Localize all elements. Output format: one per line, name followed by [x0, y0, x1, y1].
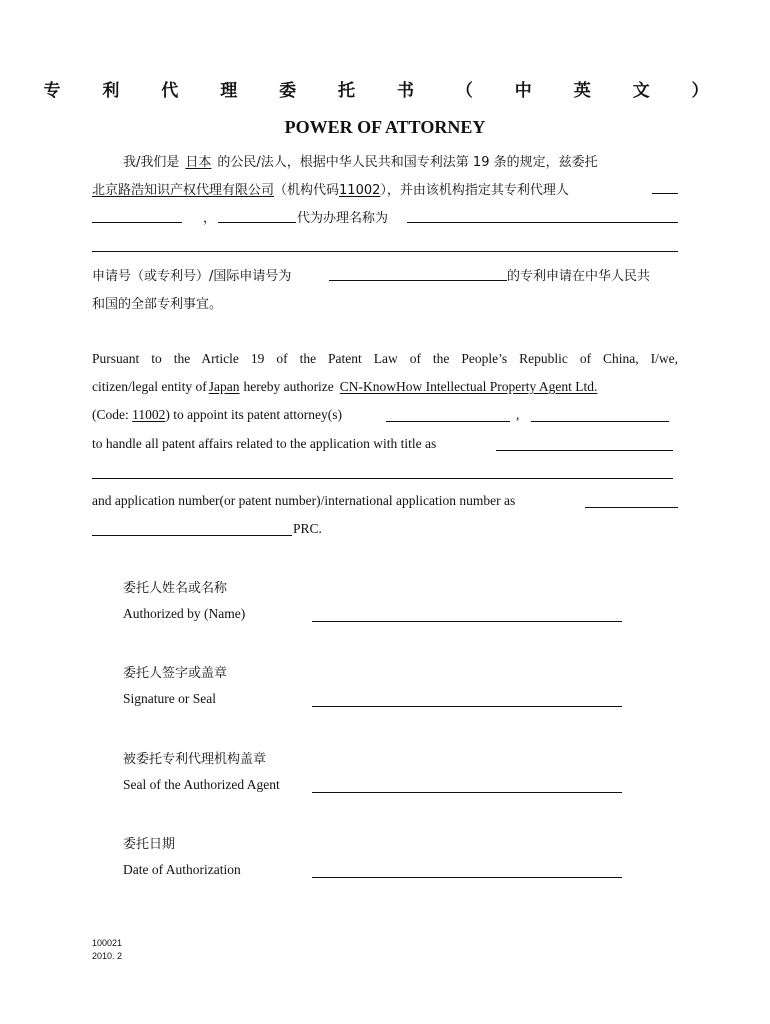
cn-title-blank-2[interactable]	[92, 251, 678, 252]
en-attorney-blank-1[interactable]	[386, 421, 510, 422]
footer-code: 100021	[92, 938, 123, 948]
cn-agency-code: 11002	[339, 183, 381, 198]
cn-attorney-blank-3[interactable]	[218, 222, 296, 223]
field-seal-cn: 被委托专利代理机构盖章	[123, 752, 267, 767]
page-title-cn: 专 利 代 理 委 托 书 （ 中 英 文 ）	[43, 81, 727, 101]
cn-title-label: 代为办理名称为	[297, 211, 389, 226]
cn-line-6: 和国的全部专利事宜。	[92, 297, 223, 312]
en-l3-suffix: ) to appoint its patent attorney(s)	[165, 407, 342, 422]
en-appno-blank-2[interactable]	[92, 535, 292, 536]
cn-p1-prefix: 我/我们是	[123, 155, 180, 170]
en-attorney-blank-2[interactable]	[531, 421, 669, 422]
en-agency-code: 11002	[132, 407, 166, 422]
field-signature-en: Signature or Seal	[123, 691, 216, 706]
field-signature-blank[interactable]	[312, 706, 622, 707]
cn-comma: ，	[203, 211, 217, 226]
field-name-blank[interactable]	[312, 621, 622, 622]
cn-attorney-blank-2[interactable]	[92, 222, 182, 223]
field-name-en: Authorized by (Name)	[123, 606, 246, 621]
field-seal-blank[interactable]	[312, 792, 622, 793]
en-code-prefix: (Code:	[92, 407, 129, 422]
en-line-4: to handle all patent affairs related to the application with title as	[92, 436, 437, 451]
en-line-1: Pursuant to the Article 19 of the Patent Law of the People’s Republic of China, I/we,	[92, 351, 678, 366]
en-line-7: PRC.	[293, 521, 322, 536]
field-date-blank[interactable]	[312, 877, 622, 878]
en-appno-blank[interactable]	[585, 507, 678, 508]
field-signature-cn: 委托人签字或盖章	[123, 666, 228, 681]
field-date-cn: 委托日期	[123, 837, 176, 852]
cn-line-2	[92, 179, 569, 198]
cn-p2-suffix: ），并由该机构指定其专利代理人	[380, 183, 569, 198]
en-l2-prefix: citizen/legal entity of	[92, 379, 207, 394]
en-comma: ,	[516, 407, 520, 422]
en-line-3	[92, 407, 342, 423]
cn-appno-label: 申请号（或专利号）/国际申请号为	[92, 269, 292, 284]
footer-date: 2010. 2	[92, 951, 123, 961]
field-seal-en: Seal of the Authorized Agent	[123, 777, 280, 792]
en-title-blank[interactable]	[496, 450, 673, 451]
cn-agency-name: 北京路浩知识产权代理有限公司	[92, 183, 275, 198]
cn-code-prefix: （机构代码	[274, 183, 340, 198]
en-line-6: and application number(or patent number)/international application number as	[92, 493, 516, 508]
field-name-cn: 委托人姓名或名称	[123, 581, 228, 596]
en-line-2	[92, 379, 597, 395]
en-country: Japan	[208, 379, 240, 394]
cn-p5-suffix: 的专利申请在中华人民共	[507, 269, 651, 284]
cn-line-1	[123, 151, 598, 170]
cn-p1-mid: 的公民/法人，根据中华人民共和国专利法第 19 条的规定，兹委托	[217, 155, 598, 170]
cn-title-blank[interactable]	[407, 222, 678, 223]
en-l2-mid: hereby authorize	[243, 379, 334, 394]
page-title-en: POWER OF ATTORNEY	[284, 117, 486, 137]
cn-country: 日本	[185, 155, 212, 170]
field-date-en: Date of Authorization	[123, 862, 241, 877]
cn-attorney-blank-1[interactable]	[652, 193, 678, 194]
en-title-blank-2[interactable]	[92, 478, 673, 479]
en-agency-name: CN-KnowHow Intellectual Property Agent Ltd.	[339, 379, 598, 394]
cn-appno-blank[interactable]	[329, 280, 507, 281]
